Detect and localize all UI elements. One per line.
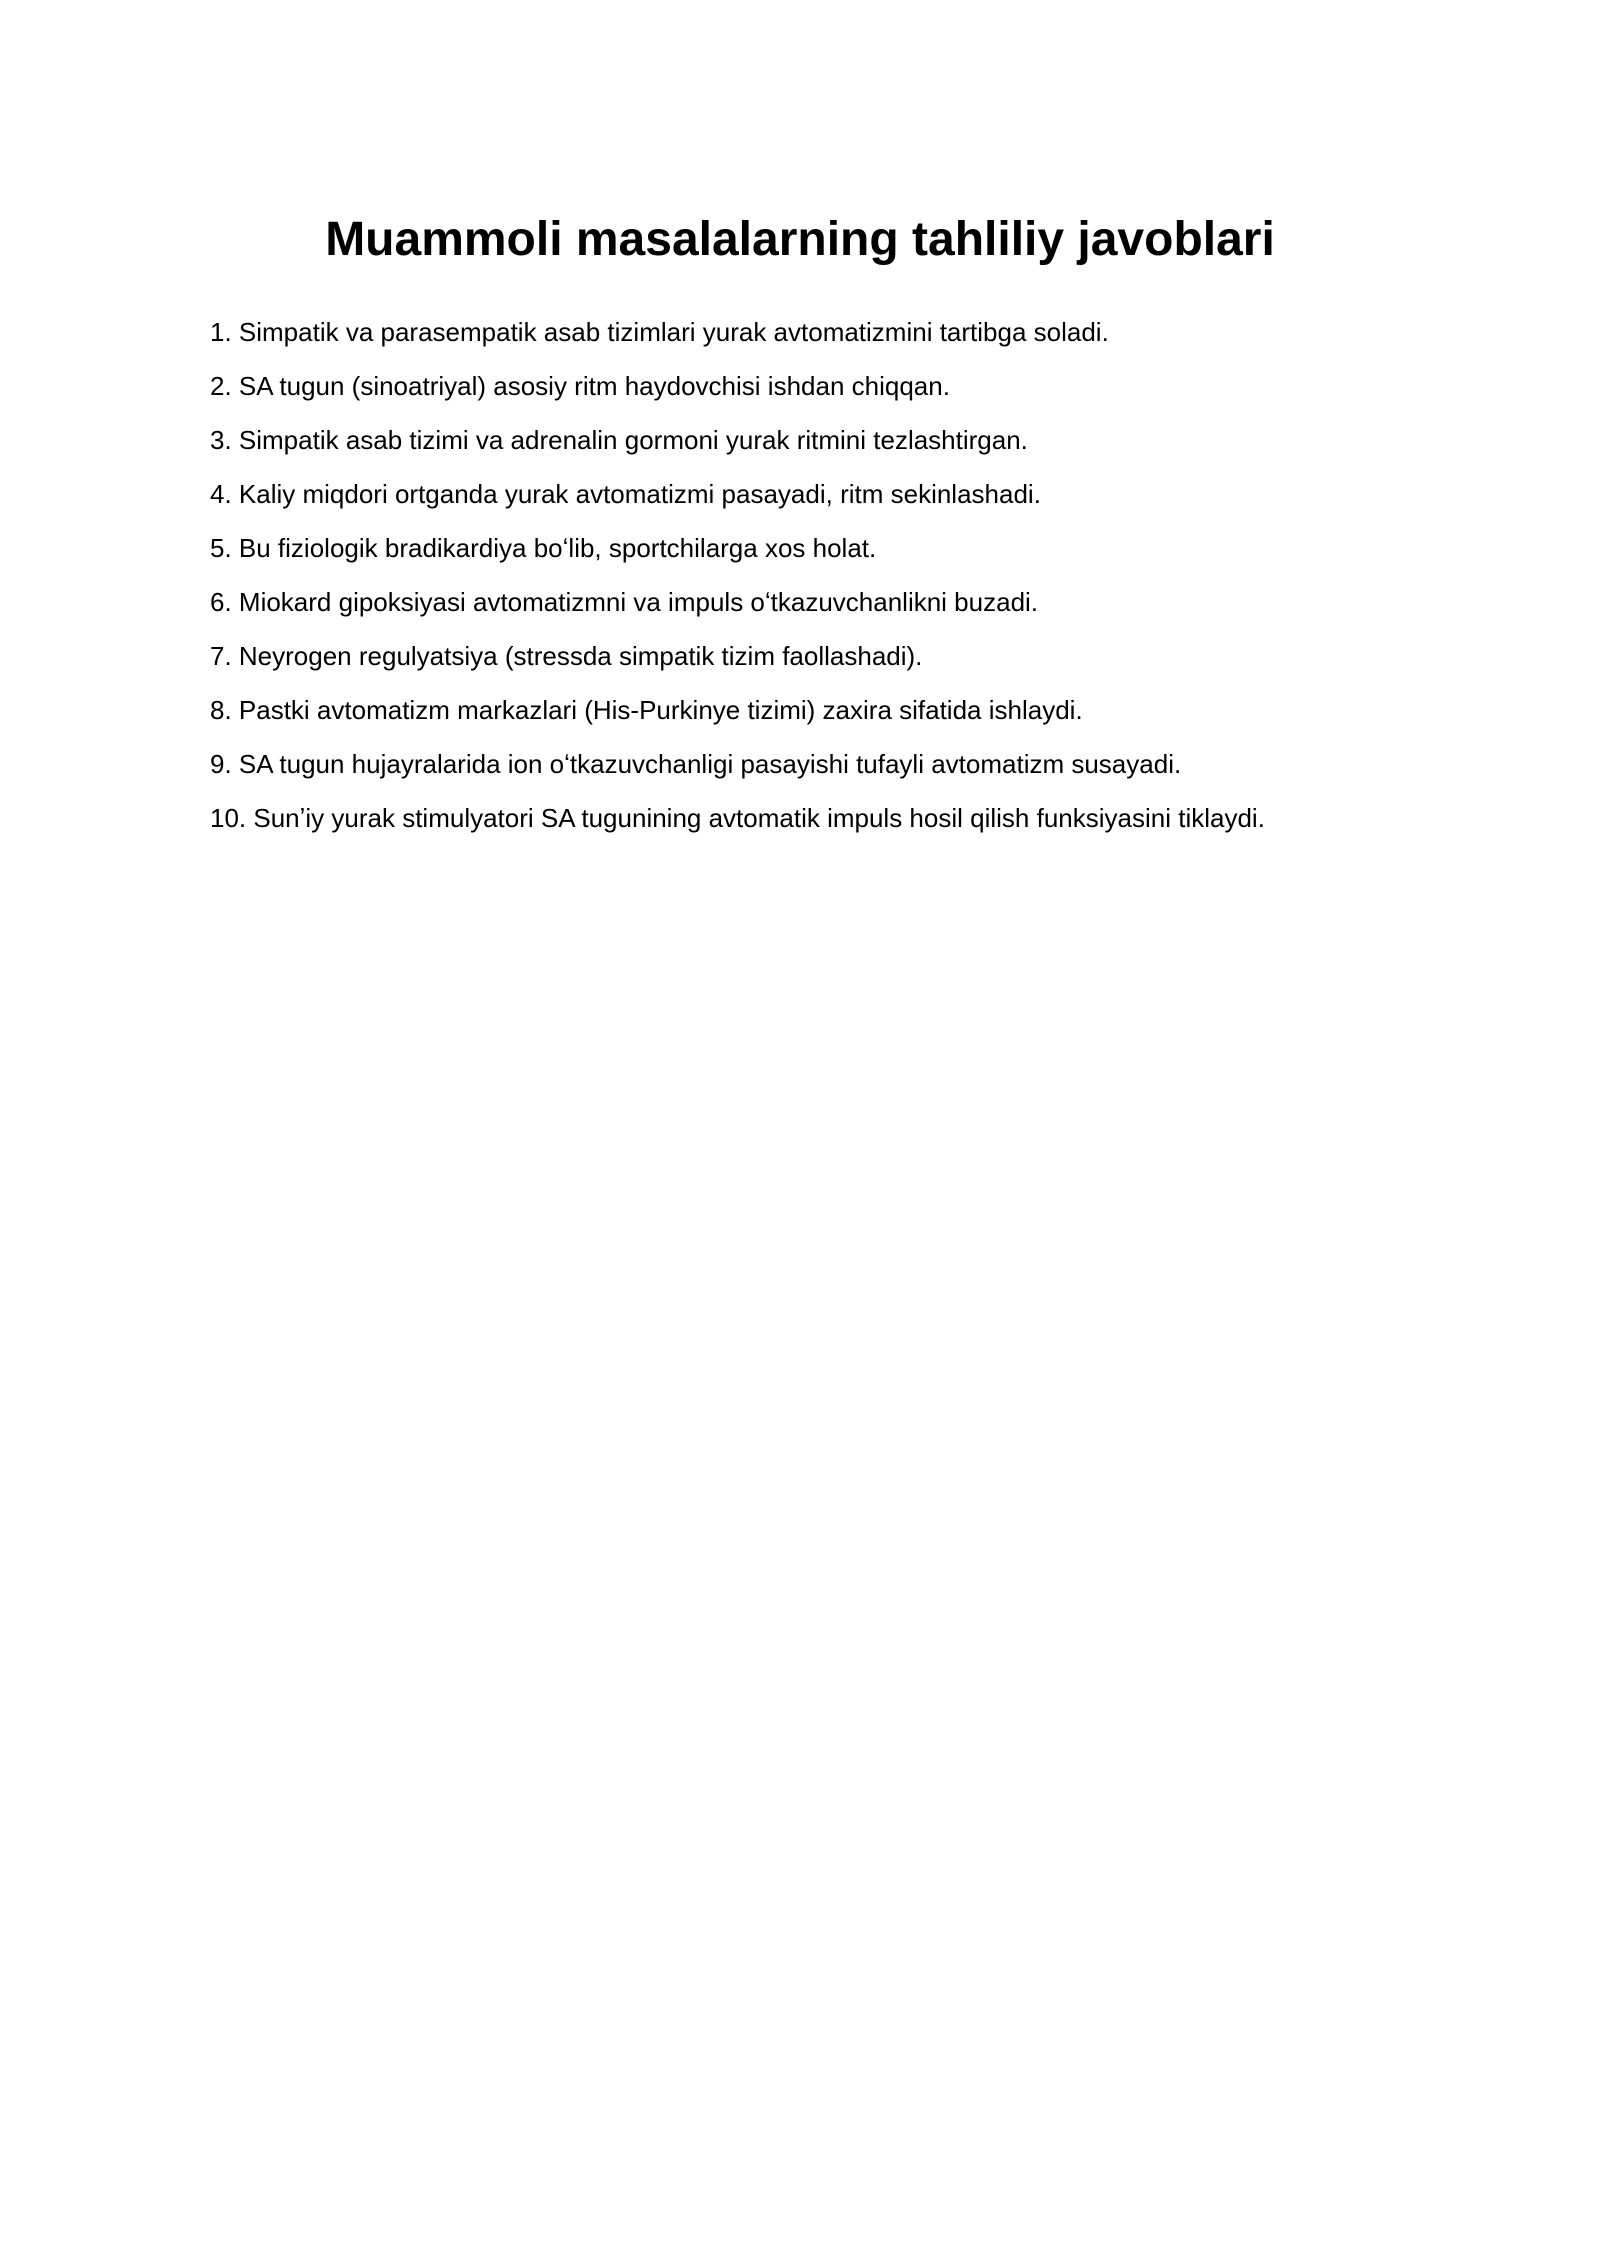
answer-item-7: 7. Neyrogen regulyatsiya (stressda simpatik tizim faollashadi). — [210, 641, 923, 671]
answer-item-9: 9. SA tugun hujayralarida ion oʻtkazuvchanligi pasayishi tufayli avtomatizm susayadi. — [210, 749, 1182, 779]
answer-item-5: 5. Bu fiziologik bradikardiya boʻlib, sportchilarga xos holat. — [210, 533, 877, 563]
answer-list — [210, 316, 1410, 856]
answer-item-8: 8. Pastki avtomatizm markazlari (His-Purkinye tizimi) zaxira sifatida ishlaydi. — [210, 695, 1083, 725]
answer-item-1: 1. Simpatik va parasempatik asab tizimlari yurak avtomatizmini tartibga soladi. — [210, 317, 1109, 347]
answer-item-6: 6. Miokard gipoksiyasi avtomatizmni va impuls oʻtkazuvchanlikni buzadi. — [210, 587, 1039, 617]
answer-item-10: 10. Sunʼiy yurak stimulyatori SA tugunining avtomatik impuls hosil qilish funksiyasini tiklaydi. — [210, 803, 1265, 833]
answer-item-2: 2. SA tugun (sinoatriyal) asosiy ritm haydovchisi ishdan chiqqan. — [210, 371, 950, 401]
answer-item-3: 3. Simpatik asab tizimi va adrenalin gormoni yurak ritmini tezlashtirgan. — [210, 425, 1028, 455]
document-title: Muammoli masalalarning tahliliy javoblari — [325, 213, 1275, 266]
answer-item-4: 4. Kaliy miqdori ortganda yurak avtomatizmi pasayadi, ritm sekinlashadi. — [210, 479, 1041, 509]
